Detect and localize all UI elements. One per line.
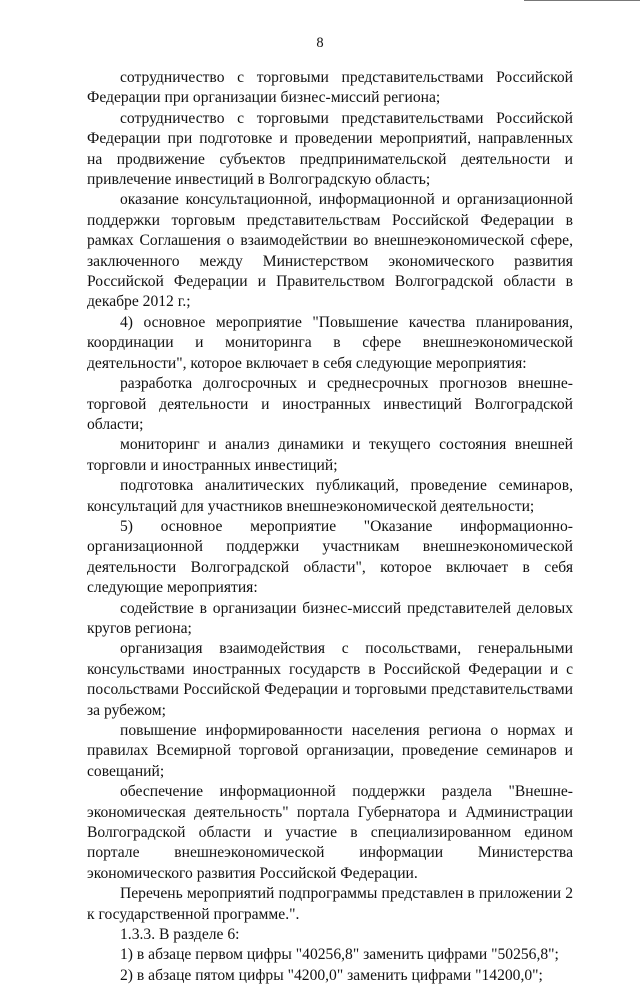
paragraph: оказание консультационной, информационной и организационной поддержки торговым представительствам Российской Федерации в рамках Соглашения о взаимодействии во внешнеэкономической сфере, заключенного между Министерством экономического развития Российской Федерации и Правительством Волгоградской области в декабре 2012 г.; — [87, 191, 573, 311]
paragraph: Перечень мероприятий подпрограммы представлен в приложении 2 к государственной программе.". — [87, 885, 573, 923]
paragraph: сотрудничество с торговыми представительствами Российской Федерации при организации бизнес-миссий региона; — [87, 69, 573, 107]
paragraph: повышение информированности населения региона о нормах и правилах Всемирной торговой организации, проведение семинаров и совещаний; — [87, 722, 573, 780]
paragraph: 4) основное мероприятие "Повышение качества планирования, координации и мониторинга в сфере внешнеэкономической деятельности", которое включает в себя следующие мероприятия: — [87, 313, 573, 372]
paragraph: 2) в абзаце пятом цифры "4200,0" заменить цифрами "14200,0"; — [120, 966, 543, 984]
document-body — [87, 68, 573, 986]
paragraph: подготовка аналитических публикаций, проведение семинаров, консультаций для участников внешнеэкономической деятельности; — [87, 477, 573, 515]
paragraph: 1.3.3. В разделе 6: — [120, 926, 240, 944]
paragraph: 1) в абзаце первом цифры "40256,8" заменить цифрами "50256,8"; — [120, 946, 559, 964]
paragraph: мониторинг и анализ динамики и текущего состояния внешней торговли и иностранных инвестиций; — [87, 436, 573, 474]
top-edge-rule — [524, 0, 640, 1]
paragraph: сотрудничество с торговыми представительствами Российской Федерации при подготовке и проведении мероприятий, направленных на продвижение субъектов предпринимательской деятельности и привлечение инвестиций в Волгоградскую область; — [87, 109, 573, 189]
paragraph: организация взаимодействия с посольствами, генеральными консульствами иностранных государств в Российской Федерации и с посольствами Российской Федерации и торговыми представительствами за рубежом; — [87, 640, 573, 719]
page-number: 8 — [316, 35, 324, 51]
paragraph: обеспечение информационной поддержки раздела "Внешнеэкономическая деятельность" портала Губернатора и Администрации Волгоградской области и участие в специализированном едином портале внешнеэкономической информации Министерства экономического развития Российской Федерации. — [87, 783, 573, 882]
paragraph: разработка долгосрочных и среднесрочных прогнозов внешнеторговой деятельности и иностранных инвестиций Волгоградской области; — [87, 375, 573, 433]
paragraph: содействие в организации бизнес-миссий представителей деловых кругов региона; — [87, 599, 573, 637]
paragraph: 5) основное мероприятие "Оказание информационно-организационной поддержки участникам внешнеэкономической деятельности Волгоградской области", которое включает в себя следующие мероприятия: — [87, 517, 573, 597]
